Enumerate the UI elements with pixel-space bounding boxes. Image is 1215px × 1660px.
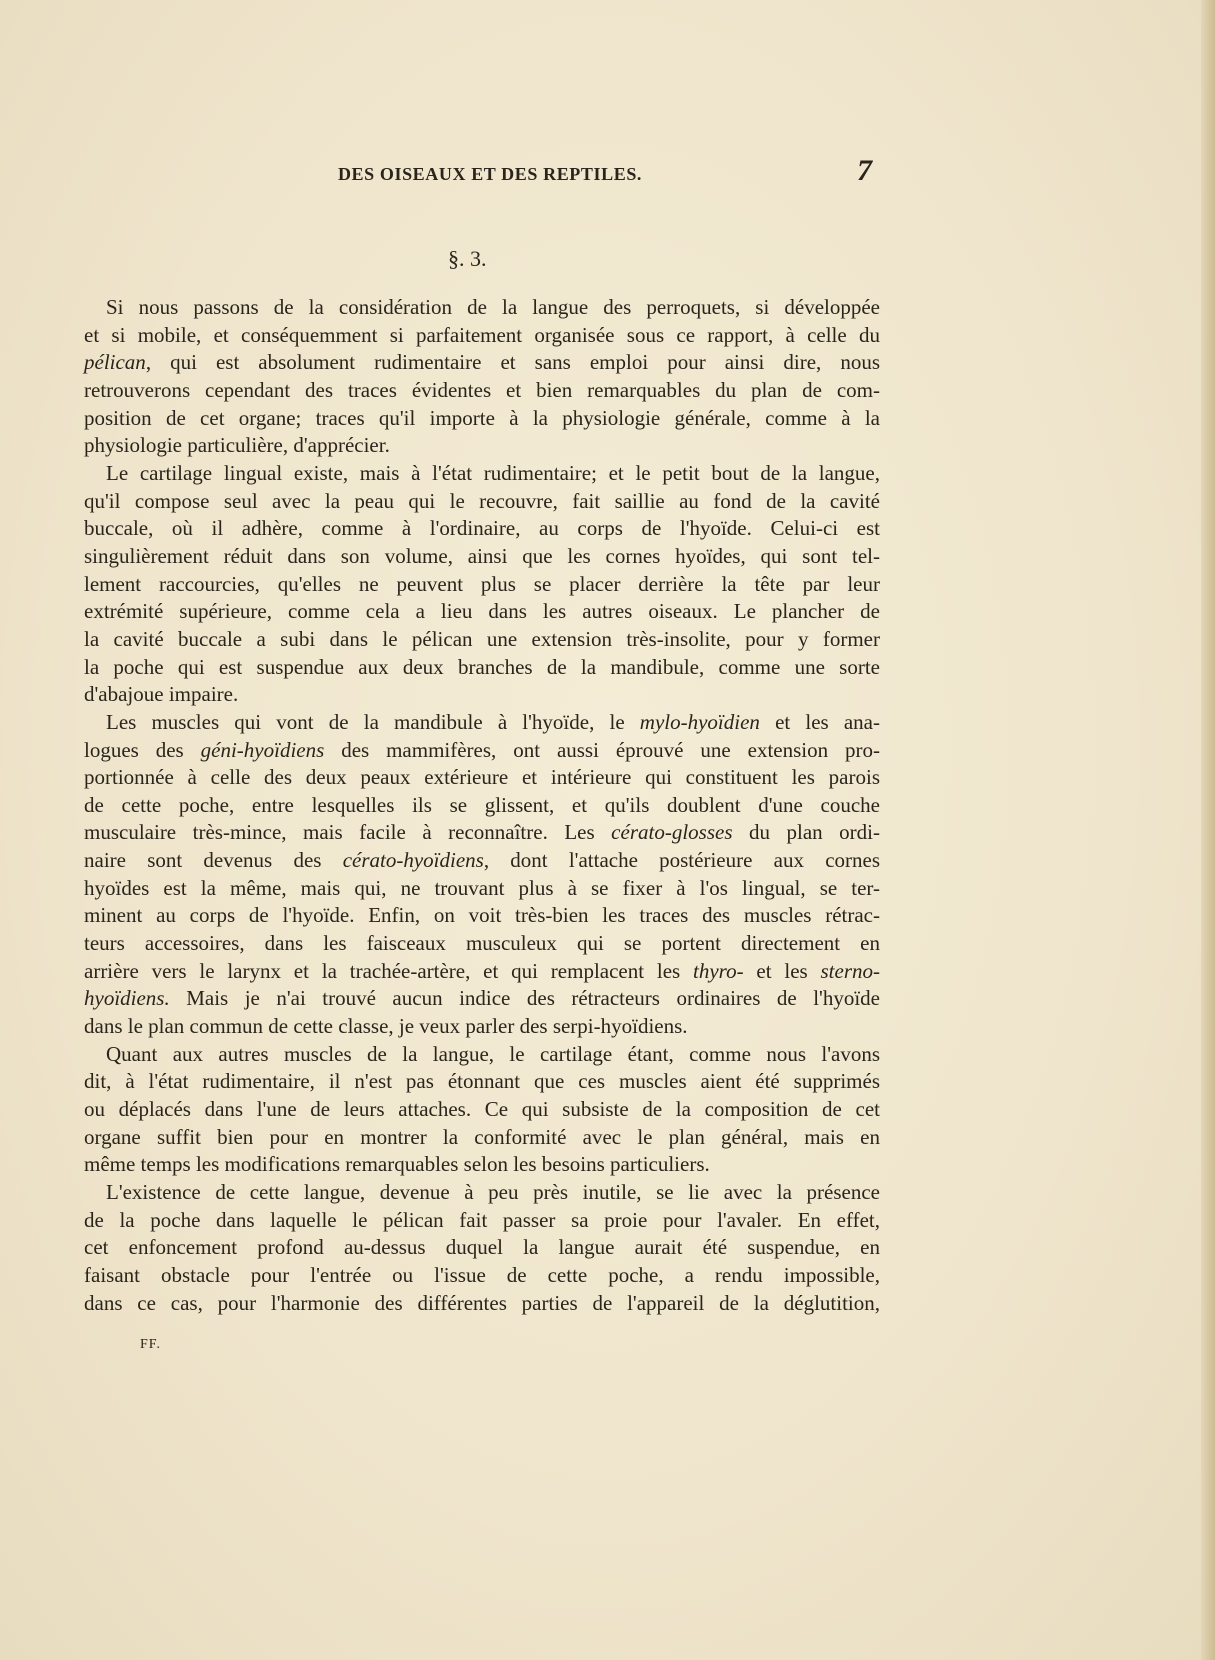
text-line: teurs accessoires, dans les faisceaux musculeux qui se portent directement en: [84, 931, 880, 956]
text-line: lement raccourcies, qu'elles ne peuvent plus se placer derrière la tête par leur: [84, 571, 880, 596]
text-line: buccale, où il adhère, comme à l'ordinaire, au corps de l'hyoïde. Celui-ci est: [84, 516, 880, 541]
text-line: de la poche dans laquelle le pélican fait passer sa proie pour l'avaler. En effet,: [84, 1207, 880, 1232]
text-line: dans ce cas, pour l'harmonie des différentes parties de l'appareil de la déglutition,: [84, 1290, 880, 1315]
running-title: DES OISEAUX ET DES REPTILES.: [337, 164, 643, 184]
text-line: physiologie particulière, d'apprécier.: [84, 433, 390, 458]
text-line: Les muscles qui vont de la mandibule à l'hyoïde, le mylo-hyoïdien et les ana-: [106, 709, 880, 734]
text-line: même temps les modifications remarquables selon les besoins particuliers.: [84, 1152, 710, 1177]
text-line: portionnée à celle des deux peaux extérieure et intérieure qui constituent les parois: [84, 765, 880, 790]
text-line: L'existence de cette langue, devenue à peu près inutile, se lie avec la présence: [106, 1180, 880, 1204]
text-line: musculaire très-mince, mais facile à reconnaître. Les cérato-glosses du plan ordi-: [84, 820, 880, 845]
text-line: dans le plan commun de cette classe, je veux parler des serpi-hyoïdiens.: [84, 1014, 688, 1039]
body-text: [84, 294, 880, 1317]
text-line: ou déplacés dans l'une de leurs attaches. Ce qui subsiste de la composition de cet: [84, 1097, 880, 1122]
text-line: d'abajoue impaire.: [84, 682, 239, 707]
section-heading: §. 3.: [448, 246, 487, 271]
text-line: Si nous passons de la considération de la langue des perroquets, si développée: [106, 295, 880, 319]
text-line: pélican, qui est absolument rudimentaire et sans emploi pour ainsi dire, nous: [84, 350, 880, 375]
text-line: faisant obstacle pour l'entrée ou l'issue de cette poche, a rendu impossible,: [84, 1262, 880, 1287]
text-line: naire sont devenus des cérato-hyoïdiens, dont l'attache postérieure aux cornes: [84, 848, 880, 873]
text-line: la cavité buccale a subi dans le pélican une extension très-insolite, pour y former: [84, 626, 880, 651]
text-line: et si mobile, et conséquemment si parfaitement organisée sous ce rapport, à celle du: [84, 322, 880, 347]
text-line: organe suffit bien pour en montrer la conformité avec le plan général, mais en: [84, 1124, 880, 1149]
text-line: Quant aux autres muscles de la langue, le cartilage étant, comme nous l'avons: [106, 1041, 880, 1066]
text-line: de cette poche, entre lesquelles ils se glissent, et qu'ils doublent d'une couche: [84, 792, 880, 817]
text-line: cet enfoncement profond au-dessus duquel la langue aurait été suspendue, en: [84, 1235, 880, 1260]
text-line: retrouverons cependant des traces évidentes et bien remarquables du plan de com-: [84, 377, 880, 402]
text-line: dit, à l'état rudimentaire, il n'est pas étonnant que ces muscles aient été supprimés: [84, 1069, 880, 1094]
text-line: qu'il compose seul avec la peau qui le recouvre, fait saillie au fond de la cavité: [84, 488, 880, 513]
text-line: singulièrement réduit dans son volume, ainsi que les cornes hyoïdes, qui sont tel-: [84, 543, 880, 568]
page-edge: [1201, 0, 1215, 1660]
text-line: position de cet organe; traces qu'il importe à la physiologie générale, comme à la: [84, 405, 880, 430]
text-line: extrémité supérieure, comme cela a lieu dans les autres oiseaux. Le plancher de: [84, 599, 880, 624]
text-line: minent au corps de l'hyoïde. Enfin, on voit très-bien les traces des muscles rétrac-: [84, 903, 880, 928]
text-line: hyoïdiens. Mais je n'ai trouvé aucun indice des rétracteurs ordinaires de l'hyoïde: [84, 986, 880, 1011]
text-line: la poche qui est suspendue aux deux branches de la mandibule, comme une sorte: [84, 654, 880, 679]
text-line: Le cartilage lingual existe, mais à l'état rudimentaire; et le petit bout de la langue,: [106, 460, 880, 485]
text-line: arrière vers le larynx et la trachée-artère, et qui remplacent les thyro- et les sterno-: [84, 958, 880, 983]
text-line: logues des géni-hyoïdiens des mammifères, ont aussi éprouvé une extension pro-: [84, 737, 880, 762]
signature-mark: FF.: [140, 1337, 161, 1352]
page-number: 7: [857, 154, 872, 187]
text-line: hyoïdes est la même, mais qui, ne trouvant plus à se fixer à l'os lingual, se ter-: [84, 875, 880, 900]
